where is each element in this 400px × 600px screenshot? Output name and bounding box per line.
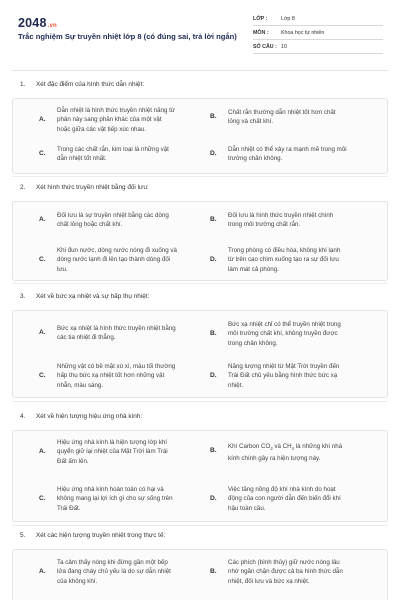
option-c[interactable] [39, 246, 221, 276]
option-text [57, 246, 221, 274]
option-line: Trái Đất chủ yếu bằng hình thức bức xạ [228, 372, 338, 380]
question-text: Xét đặc điểm của hình thức dẫn nhiệt: [36, 81, 145, 88]
header-divider [12, 70, 388, 71]
option-line: Bức xạ nhiệt là hình thức truyền nhiệt bằng [57, 325, 176, 332]
option-text [57, 485, 221, 513]
option-text [228, 108, 386, 127]
option-text [228, 485, 386, 513]
option-line: Bức xạ nhiệt chỉ có thể truyền nhiệt trong [228, 321, 341, 328]
question-divider [12, 525, 388, 526]
option-letter: C. [39, 150, 46, 157]
option-text [228, 145, 386, 164]
meta-row-count [253, 43, 383, 54]
option-line: của không khí. [57, 577, 98, 585]
option-letter: B. [210, 568, 217, 575]
option-text [57, 324, 221, 343]
option-line: Trong phòng có điều hòa, không khí lạnh [228, 247, 341, 254]
option-text [228, 211, 386, 230]
option-text [57, 145, 221, 164]
option-line-mid: và CH [272, 443, 292, 450]
option-b[interactable] [210, 108, 386, 134]
option-line: Ta cảm thấy nóng khi đứng gần một bếp [57, 559, 168, 566]
option-letter: D. [210, 495, 217, 502]
option-c[interactable] [39, 362, 221, 392]
question-stem [12, 183, 388, 195]
option-text [57, 211, 221, 230]
option-letter: B. [210, 447, 217, 454]
option-line: Đất ấm lên. [57, 457, 89, 465]
meta-row-subject [253, 29, 383, 40]
question-divider [12, 176, 388, 177]
question-number: 5. [20, 532, 26, 539]
option-line: Trong các chất rắn, kim loại là những vật [57, 146, 169, 153]
question-divider [12, 401, 388, 402]
question-stem [12, 531, 388, 543]
option-line: Hiệu ứng nhà kính hoàn toàn có hại và [57, 486, 164, 493]
option-line: Các phích (bình thủy) giữ nước nóng lâu [228, 559, 340, 566]
option-line-suffix: là những khí nhà [294, 443, 343, 450]
option-c[interactable] [39, 485, 221, 515]
option-text [57, 362, 221, 390]
option-letter: B. [210, 216, 217, 223]
option-line: từ trên cao chìm xuống tạo ra sự đối lưu [228, 256, 339, 264]
option-line: nhờ ngăn chặn được cả ba hình thức dẫn [228, 568, 343, 576]
meta-key: MÔN : [253, 30, 269, 36]
question-number: 1. [20, 81, 26, 88]
option-line: quyển giữ lại nhiệt của Mặt Trời làm Trái [57, 448, 168, 456]
option-line: làm mát cả phòng. [228, 265, 279, 273]
option-letter: A. [39, 216, 46, 223]
option-d[interactable] [210, 246, 386, 276]
option-text [228, 442, 386, 463]
option-letter: B. [210, 330, 217, 337]
option-letter: A. [39, 329, 46, 336]
meta-value: Khoa học tự nhiên [281, 30, 325, 36]
option-line: lửa đang cháy chủ yếu là do sự dẫn nhiệt [57, 568, 171, 576]
option-line: hoặc giữa các vật tiếp xúc nhau. [57, 125, 147, 133]
question-2 [12, 183, 388, 281]
option-b[interactable] [210, 320, 386, 350]
option-letter: A. [39, 448, 46, 455]
option-line: chất lỏng hoặc chất khí. [57, 221, 123, 229]
option-line: Năng lượng nhiệt từ Mặt Trời truyền đến [228, 363, 340, 370]
question-text: Xét về hiện tượng hiệu ứng nhà kính: [36, 413, 143, 420]
question-number: 3. [20, 293, 26, 300]
option-text [228, 558, 386, 586]
meta-row-grade [253, 15, 383, 26]
option-line: các tia nhiệt đi thẳng. [57, 334, 116, 342]
option-b[interactable] [210, 211, 386, 233]
option-line: Đối lưu là sự truyền nhiệt bằng các dòng [57, 212, 169, 219]
question-divider [12, 283, 388, 284]
option-line: Những vật có bề mặt xù xì, màu tối thường [57, 363, 176, 370]
question-5 [12, 531, 388, 600]
option-line: trong chân không. [228, 339, 278, 347]
document-title: Trắc nghiệm Sự truyền nhiệt lớp 8 (có đúng sai, trả lời ngắn) [18, 32, 237, 41]
option-d[interactable] [210, 485, 386, 515]
options-box [12, 549, 388, 600]
option-line: kính chính gây ra hiện tượng này. [228, 454, 321, 462]
option-line: hậu toàn cầu. [228, 504, 266, 512]
option-line: Dẫn nhiệt có thể xảy ra mạnh mẽ trong môi [228, 146, 347, 153]
option-line: phân này sang phần khác của một vật [57, 116, 162, 124]
options-box [12, 430, 388, 522]
option-line: nhiệt. [228, 381, 244, 389]
option-letter: C. [39, 372, 46, 379]
option-d[interactable] [210, 145, 386, 167]
option-text [57, 438, 221, 466]
options-box [12, 98, 388, 174]
question-text: Xét về bức xạ nhiệt và sự hấp thụ nhiệt: [36, 293, 150, 300]
site-logo[interactable] [18, 16, 57, 30]
option-letter: D. [210, 372, 217, 379]
meta-value: 10 [281, 44, 287, 50]
option-line: nhẵn, màu sáng. [57, 381, 104, 389]
options-box [12, 201, 388, 281]
question-text: Xét hình thức truyền nhiệt bằng đối lưu: [36, 184, 149, 191]
option-letter: C. [39, 495, 46, 502]
option-line: trường chân không. [228, 155, 283, 163]
option-line-prefix: Khí Carbon CO [228, 443, 271, 450]
question-stem [12, 80, 388, 92]
options-box [12, 310, 388, 398]
option-line: lỏng và chất khí. [228, 118, 274, 126]
question-3 [12, 292, 388, 398]
option-line: Chất rắn thường dẫn nhiệt tốt hơn chất [228, 109, 336, 116]
option-line: Trái Đất. [57, 504, 81, 512]
option-letter: A. [39, 568, 46, 575]
logo-text: 2048 [18, 16, 47, 30]
option-line: dòng nước lạnh đi lên tạo thành dòng đối [57, 256, 171, 264]
option-line: Đối lưu là hình thức truyền nhiệt chính [228, 212, 334, 219]
option-text [57, 106, 221, 134]
option-line: trong môi trường chất rắn. [228, 221, 301, 229]
option-c[interactable] [39, 145, 221, 167]
option-letter: D. [210, 150, 217, 157]
question-1 [12, 80, 388, 174]
co2-subscript: 2 [270, 446, 273, 452]
logo-suffix: .vn [47, 23, 57, 29]
option-line: Hiệu ứng nhà kính là hiện tượng lớp khí [57, 439, 167, 446]
question-number: 2. [20, 184, 26, 191]
question-number: 4. [20, 413, 26, 420]
option-line: không mang lại lợi ích gì cho sự sống trên [57, 495, 173, 503]
option-line: hấp thụ bức xạ nhiệt tốt hơn những vật [57, 372, 165, 380]
ch4-subscript: 4 [291, 446, 295, 452]
option-line: động của con người dẫn đến biến đổi khí [228, 495, 341, 503]
question-stem [12, 292, 388, 304]
option-a[interactable] [39, 106, 221, 136]
option-line: Việc tăng nồng độ khí nhà kính do hoạt [228, 486, 336, 493]
meta-table [253, 15, 383, 57]
meta-value: Lớp 8 [281, 16, 295, 22]
option-line: nhiệt, đối lưu và bức xạ nhiệt. [228, 577, 310, 585]
option-line: Dẫn nhiệt là hình thức truyền nhiệt năng từ [57, 107, 176, 114]
meta-key: LỚP : [253, 16, 268, 22]
option-letter: C. [39, 256, 46, 263]
option-text [57, 558, 221, 586]
option-a[interactable] [39, 438, 221, 468]
option-b[interactable] [210, 442, 386, 464]
option-b[interactable] [210, 558, 386, 588]
option-text [228, 362, 386, 390]
option-line: môi trường chất khí, không truyền được [228, 330, 338, 338]
question-stem [12, 412, 388, 424]
meta-key: SỐ CÂU : [253, 44, 277, 50]
option-letter: A. [39, 116, 46, 123]
option-letter: D. [210, 256, 217, 263]
option-line: dẫn nhiệt tốt nhất. [57, 155, 107, 163]
option-letter: B. [210, 113, 217, 120]
option-line: Khi đun nước, dòng nước nóng đi xuống và [57, 247, 177, 254]
option-text [228, 320, 386, 348]
option-a[interactable] [39, 324, 221, 346]
option-a[interactable] [39, 558, 221, 588]
option-line [228, 442, 386, 454]
document-header [18, 10, 382, 58]
option-text [228, 246, 386, 274]
question-4 [12, 412, 388, 522]
option-line: lưu. [57, 265, 68, 273]
option-d[interactable] [210, 362, 386, 392]
option-a[interactable] [39, 211, 221, 233]
question-text: Xét các hiện tượng truyền nhiệt trong thực tế: [36, 532, 166, 539]
